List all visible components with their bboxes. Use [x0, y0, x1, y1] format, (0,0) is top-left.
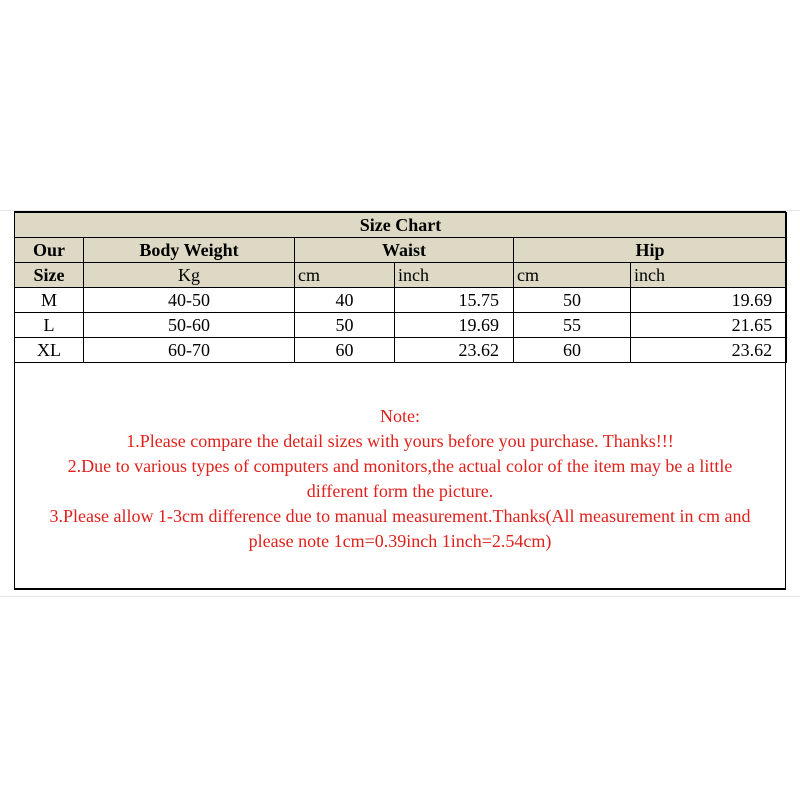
hip-inch-cell: 19.69	[631, 288, 787, 313]
body-weight-header: Body Weight	[84, 238, 295, 263]
waist-inch-cell: 19.69	[395, 313, 514, 338]
hip-header: Hip	[514, 238, 787, 263]
size-cell: M	[15, 288, 84, 313]
hip-inch-cell: 23.62	[631, 338, 787, 363]
title-row	[15, 213, 787, 238]
unit-row	[15, 263, 787, 288]
hip-cm-unit: cm	[514, 263, 631, 288]
note-line-3b: please note 1cm=0.39inch 1inch=2.54cm)	[248, 530, 552, 551]
size-cell: XL	[15, 338, 84, 363]
weight-cell: 40-50	[84, 288, 295, 313]
waist-cm-cell: 50	[295, 313, 395, 338]
waist-inch-cell: 23.62	[395, 338, 514, 363]
hip-cm-cell: 60	[514, 338, 631, 363]
waist-inch-cell: 15.75	[395, 288, 514, 313]
hip-cm-cell: 50	[514, 288, 631, 313]
table-row	[15, 338, 787, 363]
waist-cm-cell: 40	[295, 288, 395, 313]
size-chart-table	[14, 212, 787, 363]
chart-title: Size Chart	[15, 213, 787, 238]
sheet-gridline	[0, 596, 800, 597]
header-row	[15, 238, 787, 263]
weight-unit: Kg	[84, 263, 295, 288]
size-header-top: Our	[15, 238, 84, 263]
size-header-bottom: Size	[15, 263, 84, 288]
note-line-2b: different form the picture.	[306, 480, 494, 501]
note-line-1: 1.Please compare the detail sizes with yours before you purchase. Thanks!!!	[126, 430, 674, 451]
note-line-2a: 2.Due to various types of computers and monitors,the actual color of the item may be a little	[67, 455, 733, 476]
hip-cm-cell: 55	[514, 313, 631, 338]
waist-cm-cell: 60	[295, 338, 395, 363]
weight-cell: 60-70	[84, 338, 295, 363]
weight-cell: 50-60	[84, 313, 295, 338]
note-section	[14, 369, 786, 589]
table-row	[15, 313, 787, 338]
waist-inch-unit: inch	[395, 263, 514, 288]
table-row	[15, 288, 787, 313]
sheet-gridline	[0, 210, 800, 211]
hip-inch-cell: 21.65	[631, 313, 787, 338]
note-heading: Note:	[380, 405, 420, 426]
waist-header: Waist	[295, 238, 514, 263]
size-cell: L	[15, 313, 84, 338]
note-line-3a: 3.Please allow 1-3cm difference due to manual measurement.Thanks(All measurement in cm and	[49, 505, 751, 526]
hip-inch-unit: inch	[631, 263, 787, 288]
waist-cm-unit: cm	[295, 263, 395, 288]
